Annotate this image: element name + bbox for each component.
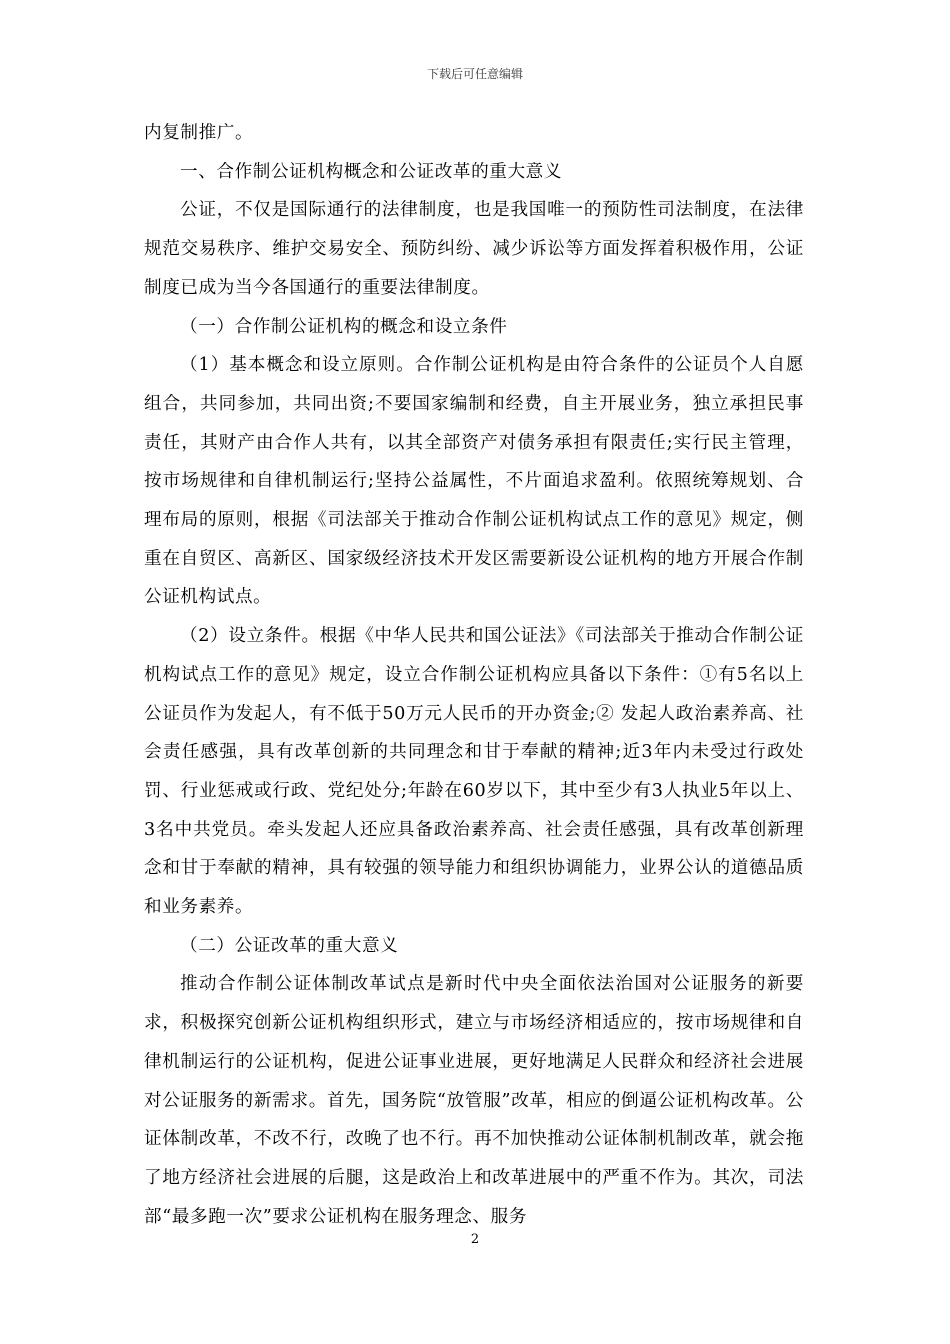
paragraph-continuation: 内复制推广。 [144,123,254,143]
subsection-heading-1: （一）合作制公证机构的概念和设立条件 [180,316,508,337]
paragraph-notary-intro: 公证，不仅是国际通行的法律制度，也是我国唯一的预防性司法制度，在法律规范交易秩序、维护交易安全、预防纠纷、减少诉讼等方面发挥着积极作用，公证制度已成为当今各国通行的重要法律制度。 [144,200,804,298]
page-header: 下载后可任意编辑 [426,67,523,81]
section-heading-1: 一、合作制公证机构概念和公证改革的重大意义 [180,161,563,182]
document-body [144,114,804,1236]
paragraph-setup-conditions: （2）设立条件。根据《中华人民共和国公证法》《司法部关于推动合作制公证机构试点工作的意见》规定，设立合作制公证机构应具备以下条件：①有5名以上公证员作为发起人，有不低于50万元人民币的开办资金;② 发起人政治素养高、社会责任感强，具有改革创新的共同理念和甘于奉献的精神;近3年内未受过行政处罚、行业惩戒或行政、党纪处分;年龄在60岁以下，其中至少有3人执业5年以上、3名中共党员。牵头发起人还应具备政治素养高、社会责任感强，具有改革创新理念和甘于奉献的精神，具有较强的领导能力和组织协调能力，业界公认的道德品质和业务素养。 [144,626,804,918]
paragraph-basic-concept: （1）基本概念和设立原则。合作制公证机构是由符合条件的公证员个人自愿组合，共同参加，共同出资;不要国家编制和经费，自主开展业务，独立承担民事责任，其财产由合作人共有，以其全部资产对债务承担有限责任;实行民主管理，按市场规律和自律机制运行;坚持公益属性，不片面追求盈利。依照统筹规划、合理布局的原则，根据《司法部关于推动合作制公证机构试点工作的意见》规定，侧重在自贸区、高新区、国家级经济技术开发区需要新设公证机构的地方开展合作制公证机构试点。 [144,355,804,608]
page-number: 2 [470,1232,480,1247]
paragraph-reform-significance: 推动合作制公证体制改革试点是新时代中央全面依法治国对公证服务的新要求，积极探究创新公证机构组织形式，建立与市场经济相适应的，按市场规律和自律机制运行的公证机构，促进公证事业进展，更好地满足人民群众和经济社会进展对公证服务的新需求。首先，国务院“放管服”改革，相应的倒逼公证机构改革。公证体制改革，不改不行，改晚了也不行。再不加快推动公证体制机制改革，就会拖了地方经济社会进展的后腿，这是政治上和改革进展中的严重不作为。其次，司法部“最多跑一次”要求公证机构在服务理念、服务 [144,974,804,1227]
subsection-heading-2: （二）公证改革的重大意义 [180,935,399,956]
